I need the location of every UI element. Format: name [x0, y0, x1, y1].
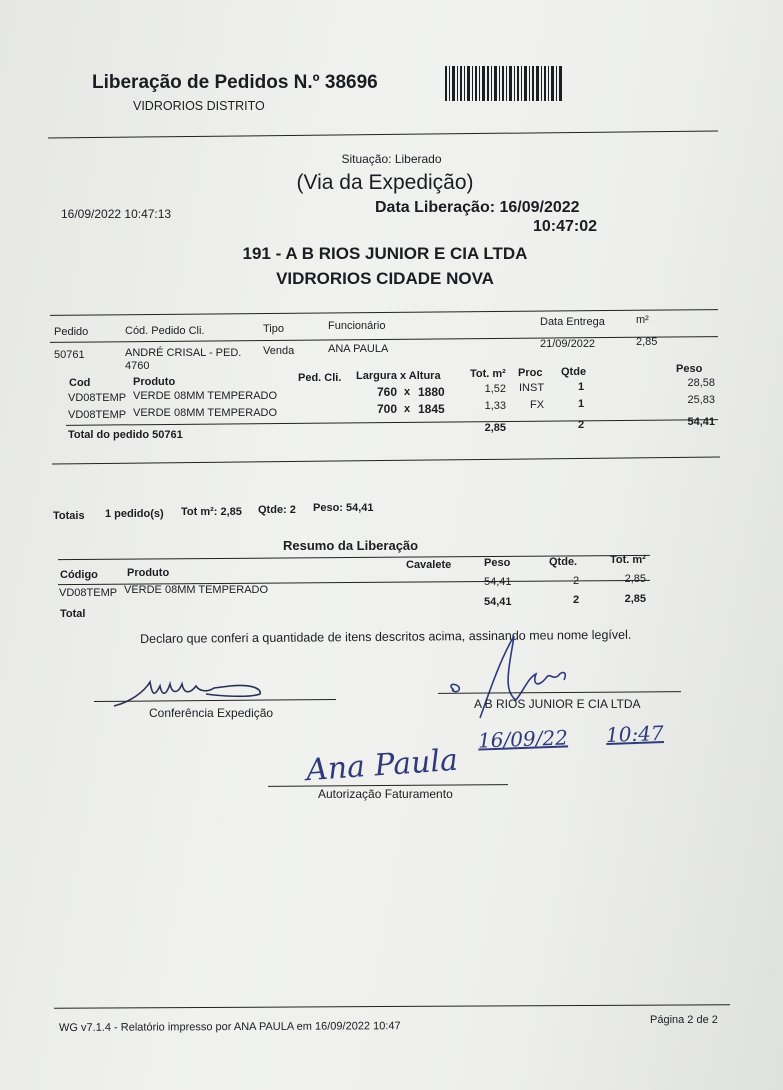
header-pedido: Pedido — [54, 326, 89, 338]
client-store: VIDRORIOS CIDADE NOVA — [276, 269, 494, 288]
item-x: x — [404, 386, 411, 398]
item-qtde: 1 — [578, 398, 585, 410]
order-tipo: Venda — [263, 345, 295, 357]
print-datetime: 16/09/2022 10:47:13 — [61, 207, 172, 221]
item-peso: 25,83 — [687, 394, 715, 406]
order-total-qtde: 2 — [578, 419, 585, 431]
handwritten-date: 16/09/22 — [477, 725, 569, 753]
resumo-total-qtde: 2 — [573, 594, 580, 606]
item-header-cod: Cod — [69, 377, 91, 389]
order-data-entrega: 21/09/2022 — [540, 338, 596, 350]
document-title: Liberação de Pedidos N.º 38696 — [92, 72, 378, 93]
header-m2: m² — [636, 314, 649, 326]
header-funcionario: Funcionário — [328, 320, 386, 332]
item-proc: INST — [519, 382, 545, 394]
data-liberacao: Data Liberação: 16/09/2022 — [375, 199, 580, 216]
item-largura: 760 — [376, 385, 397, 399]
item-produto: VERDE 08MM TEMPERADO — [133, 407, 278, 419]
order-pedido: 50761 — [54, 349, 85, 361]
resumo-header-tot-m2: Tot. m² — [610, 554, 646, 566]
resumo-total-tot-m2: 2,85 — [624, 593, 646, 605]
client-name: 191 - A B RIOS JUNIOR E CIA LTDA — [242, 244, 528, 263]
item-header-peso: Peso — [676, 363, 703, 375]
order-total-tot-m2: 2,85 — [484, 422, 506, 434]
barcode — [445, 66, 563, 101]
order-total-peso: 54,41 — [687, 416, 715, 428]
order-m2: 2,85 — [636, 336, 658, 348]
totais-pedidos: 1 pedido(s) — [105, 508, 164, 520]
item-altura: 1845 — [418, 402, 445, 416]
header-underline — [50, 336, 718, 343]
resumo-peso: 54,41 — [484, 576, 512, 588]
totais-tot-m2: Tot m²: 2,85 — [181, 506, 242, 518]
item-cod: VD08TEMP — [68, 392, 127, 404]
data-liberacao-time: 10:47:02 — [533, 218, 598, 235]
resumo-total-peso: 54,41 — [484, 596, 512, 608]
item-header-largura-altura: Largura x Altura — [356, 370, 441, 382]
item-header-tot-m2: Tot. m² — [470, 368, 506, 380]
item-header-ped-cli: Ped. Cli. — [298, 372, 342, 384]
order-funcionario: ANA PAULA — [328, 343, 389, 355]
footer-page-number: Página 2 de 2 — [650, 1014, 718, 1026]
via-expedicao: (Via da Expedição) — [296, 171, 474, 194]
footer-line — [54, 1004, 730, 1009]
order-cod-pedido-cli-2: 4760 — [125, 360, 150, 372]
resumo-header-peso: Peso — [484, 557, 511, 569]
item-cod: VD08TEMP — [68, 409, 127, 421]
resumo-header-produto: Produto — [127, 567, 170, 579]
resumo-produto: VERDE 08MM TEMPERADO — [124, 584, 269, 596]
resumo-header-cavalete: Cavalete — [406, 559, 452, 571]
item-peso: 28,58 — [687, 377, 715, 389]
resumo-codigo: VD08TEMP — [59, 587, 118, 599]
totais-qtde: Qtde: 2 — [258, 504, 296, 516]
item-altura: 1880 — [418, 385, 445, 399]
resumo-qtde: 2 — [573, 575, 580, 587]
item-header-qtde: Qtde — [561, 366, 587, 378]
table-top-line — [50, 309, 718, 316]
cliente-label: A B RIOS JUNIOR E CIA LTDA — [474, 697, 641, 711]
item-tot-m2: 1,33 — [484, 400, 506, 412]
resumo-tot-m2: 2,85 — [624, 573, 646, 585]
item-tot-m2: 1,52 — [484, 383, 506, 395]
resumo-header-codigo: Código — [60, 569, 98, 581]
autorizacao-signature: Ana Paula — [304, 742, 459, 789]
order-cod-pedido-cli: ANDRÉ CRISAL - PED. — [125, 347, 242, 359]
situacao-text: Situação: Liberado — [341, 152, 442, 166]
item-x: x — [404, 403, 411, 415]
item-qtde: 1 — [578, 381, 585, 393]
declaration-text: Declaro que conferi a quantidade de itens descritos acima, assinando meu nome legível. — [140, 627, 632, 646]
table-bottom-line — [52, 457, 720, 465]
totais-label: Totais — [53, 510, 85, 522]
conferencia-label: Conferência Expedição — [149, 706, 274, 720]
header-data-entrega: Data Entrega — [540, 316, 605, 328]
autorizacao-label: Autorização Faturamento — [318, 787, 453, 801]
footer-printed-by: WG v7.1.4 - Relatório impresso por ANA PAULA em 16/09/2022 10:47 — [59, 1020, 401, 1034]
item-produto: VERDE 08MM TEMPERADO — [133, 390, 278, 402]
items-total-line — [66, 419, 718, 426]
item-header-proc: Proc — [518, 367, 543, 379]
resumo-total-label: Total — [60, 608, 86, 620]
totais-peso: Peso: 54,41 — [313, 502, 374, 514]
company-name: VIDRORIOS DISTRITO — [133, 99, 265, 113]
resumo-header-qtde: Qtde. — [549, 556, 578, 568]
resumo-title: Resumo da Liberação — [283, 538, 419, 553]
order-total-label: Total do pedido 50761 — [68, 429, 183, 441]
header-tipo: Tipo — [263, 323, 284, 335]
item-largura: 700 — [376, 402, 397, 416]
header-cod-pedido-cli: Cód. Pedido Cli. — [125, 325, 205, 337]
item-proc: FX — [530, 399, 545, 411]
header-divider — [48, 130, 718, 138]
handwritten-time: 10:47 — [605, 721, 665, 747]
item-header-produto: Produto — [133, 376, 176, 388]
